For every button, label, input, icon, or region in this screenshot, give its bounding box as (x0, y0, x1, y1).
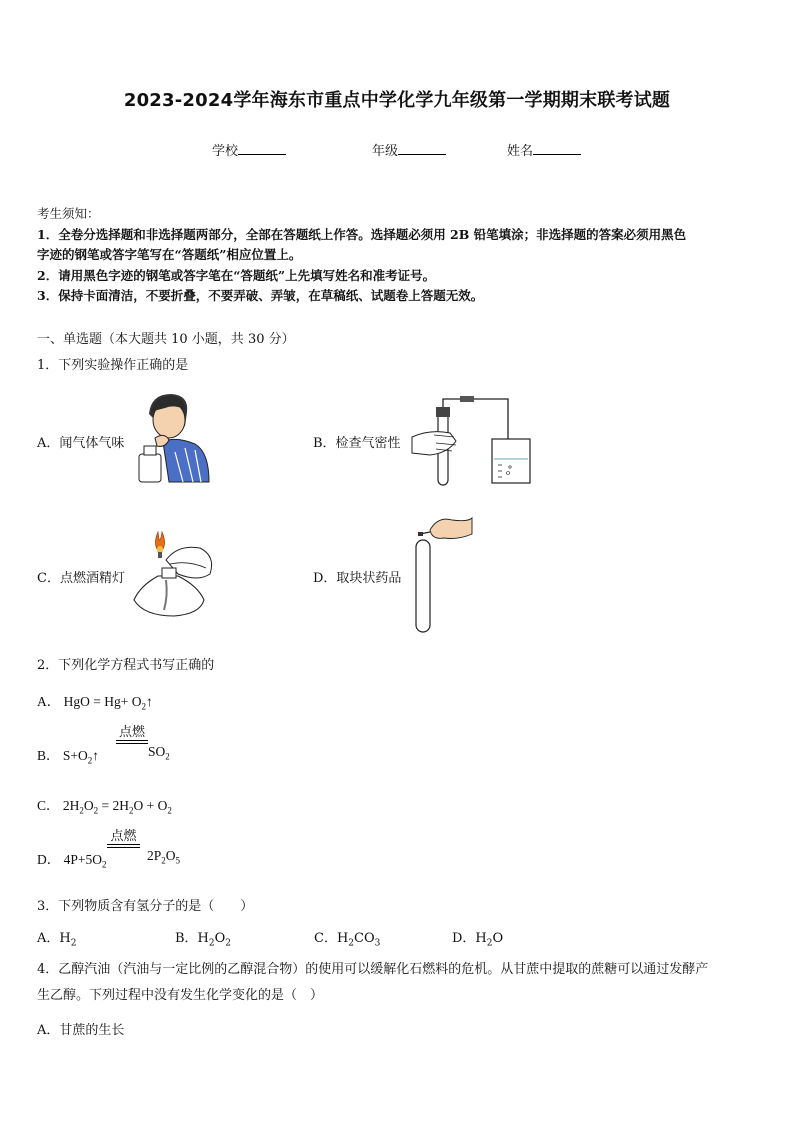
q1-option-a: A．闻气体气味 (37, 436, 125, 451)
note-line-1: 1．全卷分选择题和非选择题两部分，全部在答题纸上作答。选择题必须用 2B 铅笔填涂；非选择题的答案必须用黑色 (37, 226, 687, 242)
name-field: 姓名 (507, 140, 581, 159)
q1-option-d: D．取块状药品 (313, 571, 402, 586)
alcohol-lamp-illustration (128, 530, 218, 620)
page-title: 2023-2024学年海东市重点中学化学九年级第一学期期末联考试题 (123, 90, 671, 111)
q4-stem: 4．乙醇汽油（汽油与一定比例的乙醇混合物）的使用可以缓解化石燃料的危机。从甘蔗中提取的蔗糖可以通过发酵产 生乙醇。下列过程中没有发生化学变化的是（ ） (37, 962, 709, 1003)
q2-option-a: A． HgO = $Hg+ O_2↑$ (37, 694, 153, 712)
q3-option-c: C．$H_2CO_3$ (314, 931, 381, 949)
note-line-4: 3．保持卡面清洁，不要折叠，不要弄破、弄皱，在草稿纸、试题卷上答题无效。 (37, 288, 484, 303)
q3-stem: 3．下列物质含有氢分子的是（ ） (37, 899, 254, 914)
q4-option-a: A．甘蔗的生长 (37, 1023, 125, 1038)
test-tube-illustration (408, 514, 474, 634)
q2-b-condition: 点燃 (116, 726, 148, 748)
school-blank (238, 143, 286, 155)
name-blank (533, 143, 581, 155)
airtightness-check-illustration (410, 393, 535, 488)
q3-option-b: B．$H_2O_2$ (175, 931, 232, 949)
notes-heading: 考生须知： (37, 206, 100, 221)
exam-notes (37, 204, 759, 307)
q1-stem: 1．下列实验操作正确的是 (37, 358, 189, 373)
smell-gas-illustration (135, 392, 215, 486)
school-field: 学校 (212, 140, 286, 159)
q2-stem: 2．下列化学方程式书写正确的 (37, 658, 215, 673)
q2-option-c: C． $2H_2O_2 = 2H_2O + O_2$ (37, 798, 172, 816)
section-heading: 一、单选题（本大题共 10 小题，共 30 分） (37, 332, 295, 347)
grade-field: 年级 (372, 140, 446, 159)
q3-option-a: A．$H_2$ (37, 931, 77, 949)
q1-option-c: C．点燃酒精灯 (37, 571, 125, 586)
q2-d-condition: 点燃 (107, 830, 140, 852)
q1-option-b: B．检查气密性 (313, 436, 401, 451)
note-line-3: 2．请用黑色字迹的钢笔或答字笔在“答题纸”上先填写姓名和准考证号。 (37, 267, 436, 283)
q3-option-d: D．$H_2O$ (452, 931, 504, 949)
note-line-2: 字迹的钢笔或答字笔写在“答题纸”相应位置上。 (37, 247, 302, 262)
grade-blank (398, 143, 446, 155)
